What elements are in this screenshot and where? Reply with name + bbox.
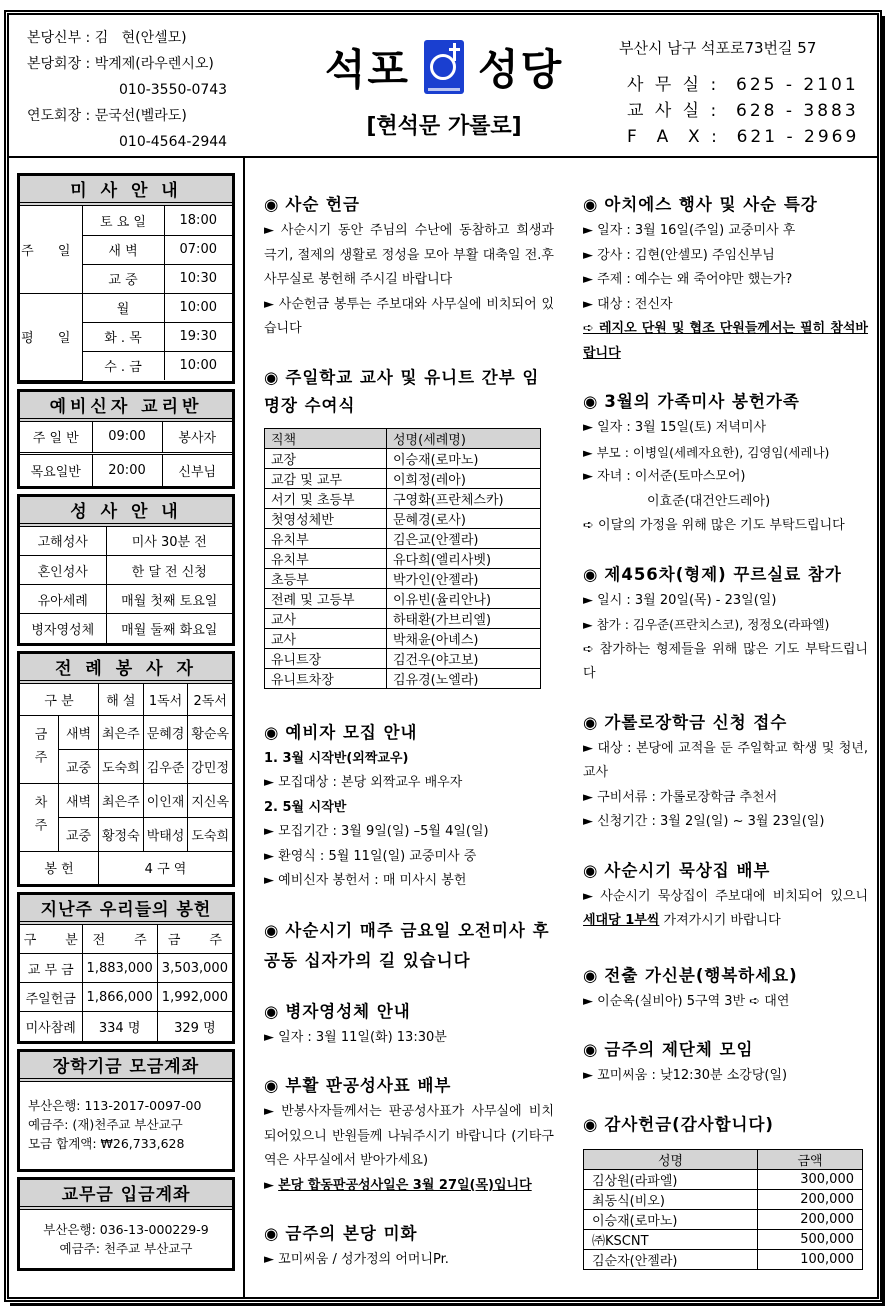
sick-communion-section — [264, 998, 554, 1051]
notice-line: ► 구비서류 : 가롤로장학금 추천서 — [583, 789, 778, 805]
class-teacher: 봉사자 — [162, 422, 232, 454]
liturgy-servers-title: 전 례 봉 사 자 — [20, 654, 232, 684]
col-header: 2독서 — [188, 684, 232, 716]
catechumen-class-box — [17, 389, 235, 489]
person-name: 박가인(안젤라) — [387, 568, 541, 588]
bulletin-page — [4, 10, 882, 1302]
position: 교사 — [265, 608, 387, 628]
col-header: 금 주 — [157, 925, 232, 954]
position: 유니트장 — [265, 648, 387, 668]
account-holder: 예금주: (재)천주교 부산교구 — [28, 1116, 183, 1132]
class-teacher: 신부님 — [162, 454, 232, 486]
sacrament-info: 매월 둘째 화요일 — [106, 614, 232, 643]
donor-name: 이승재(로마노) — [584, 1209, 758, 1229]
middle-column — [264, 191, 554, 1295]
sacrament-name: 혼인성사 — [20, 556, 106, 585]
notice-line: ► 대상 : 본당에 교적을 둔 주일학교 학생 및 청년, 교사 — [583, 740, 868, 780]
arrow-icon: ► — [264, 1177, 279, 1193]
sacrament-info: 매월 첫째 토요일 — [106, 585, 232, 614]
bullet-icon: ◉ — [583, 1114, 599, 1134]
offering-label: 봉 헌 — [20, 852, 99, 884]
notice-line: ► 모집대상 : 본당 외짝교우 배우자 — [264, 775, 463, 790]
sunday-school-section — [264, 364, 554, 689]
notice-line: ► 반봉사자들께서는 판공성사표가 사무실에 비치되어있으니 반원들께 나눠주시기 바랍니다 (기타구역은 사무실에서 받아가세요) — [264, 1104, 554, 1168]
notice-line: 이효준(대건안드레아) — [647, 493, 771, 509]
reader-2: 강민정 — [188, 750, 232, 784]
bullet-icon: ◉ — [264, 367, 280, 387]
prayer-request: ➪ 참가하는 형제들을 위해 많은 기도 부탁드립니다 — [583, 641, 868, 681]
thanks-offering-table — [583, 1149, 863, 1270]
parish-emblem-icon — [424, 40, 464, 94]
notice-line: ► 자녀 : 이서준(토마스모어) — [583, 469, 746, 484]
notice-text: ► 사순시기 묵상집이 주보대에 비치되어 있으니 — [583, 888, 868, 904]
cursillo-section — [583, 561, 868, 687]
priest-name: 본당신부 : 김 현(안셀모) — [27, 30, 187, 46]
office-phone: 사 무 실 : 625 - 2101 — [627, 75, 859, 95]
acies-section — [583, 191, 868, 366]
parish-address: 부산시 남구 석포로73번길 57 — [619, 39, 817, 57]
left-column — [17, 173, 235, 1276]
sacrament-name: 유아세례 — [20, 585, 106, 614]
class-name: 목요일반 — [20, 454, 92, 486]
bullet-icon: ◉ — [264, 1224, 280, 1243]
person-name: 문혜경(로사) — [387, 508, 541, 528]
section-title: 아치에스 행사 및 사순 특강 — [604, 195, 818, 214]
bullet-icon: ◉ — [583, 392, 599, 411]
notice-line: ► 주제 : 예수는 왜 죽어야만 했는가? — [583, 272, 793, 287]
person-name: 김은교(안젤라) — [387, 528, 541, 548]
notice-line: ► 꼬미씨움 : 낮12:30분 소강당(일) — [583, 1068, 788, 1083]
person-name: 박채윤(아녜스) — [387, 628, 541, 648]
notice-line: ► 이순옥(실비아) 5구역 3반 ➪ 대연 — [583, 993, 790, 1009]
class-name: 주 일 반 — [20, 422, 92, 454]
col-header: 직책 — [265, 428, 387, 448]
commentator: 황정숙 — [99, 818, 144, 852]
mass-time: 10:00 — [164, 293, 232, 322]
this-week-amount: 3,503,000 — [157, 954, 232, 983]
section-title: 부활 판공성사표 배부 — [285, 1076, 452, 1095]
group-meetings-section — [583, 1036, 868, 1089]
subheading: 2. 5월 시작반 — [264, 799, 347, 815]
sacraments-title: 성 사 안 내 — [20, 497, 232, 527]
liturgy-servers-box — [17, 651, 235, 887]
bullet-icon: ◉ — [583, 1040, 599, 1059]
position: 유니트차장 — [265, 668, 387, 688]
patron-subtitle: [현석문 가롤로] — [366, 114, 522, 139]
scholarship-application-section — [583, 709, 868, 835]
bullet-icon: ◉ — [583, 965, 599, 985]
notice-line: ► 예비신자 봉헌서 : 매 미사시 봉헌 — [264, 873, 467, 888]
class-time: 09:00 — [92, 422, 162, 454]
section-title: 3월의 가족미사 봉헌가족 — [604, 392, 800, 411]
mass-time: 07:00 — [164, 235, 232, 264]
highlight-text: 세대당 1부씩 — [583, 913, 660, 928]
position: 전례 및 고등부 — [265, 588, 387, 608]
col-header: 전 주 — [82, 925, 157, 954]
offering-district: 4 구 역 — [99, 852, 233, 884]
union-president-phone: 010-4564-2944 — [119, 134, 228, 150]
next-week-label: 차주 — [20, 784, 59, 852]
person-name: 유다희(엘리사벳) — [387, 548, 541, 568]
donation-amount: 100,000 — [758, 1249, 863, 1269]
scholarship-account-body — [20, 1082, 232, 1169]
section-title: 제456차(형제) 꾸르실료 참가 — [604, 564, 842, 584]
col-header: 구 분 — [20, 684, 99, 716]
prayer-request: ➪ 이달의 가정을 위해 많은 기도 부탁드립니다 — [583, 518, 845, 533]
donor-name: 김순자(안젤라) — [584, 1249, 758, 1269]
section-title: 감사헌금(감사합니다) — [604, 1114, 774, 1134]
offering-type: 교 무 금 — [20, 954, 82, 983]
offerings-table — [20, 925, 232, 1041]
mass-type: 교중 — [59, 818, 99, 852]
sacrament-info: 미사 30분 전 — [106, 527, 232, 556]
reader-1: 문혜경 — [143, 716, 188, 750]
mass-schedule-box — [17, 173, 235, 384]
bulletin-header — [9, 15, 877, 158]
section-title: 금주의 본당 미화 — [285, 1224, 418, 1243]
position: 교사 — [265, 628, 387, 648]
section-title: 사순 헌금 — [285, 195, 360, 214]
notice-line: ► 사순헌금 봉투는 주보대와 사무실에 비치되어 있습니다 — [264, 296, 554, 336]
mass-time: 19:30 — [164, 322, 232, 351]
notice-line: ► 대상 : 전신자 — [583, 296, 673, 312]
family-mass-section — [583, 388, 868, 539]
notice-line: ► 일자 : 3월 11일(화) 13:30분 — [264, 1029, 447, 1045]
mass-type: 교중 — [59, 750, 99, 784]
confession-section — [264, 1072, 554, 1198]
right-column — [583, 191, 868, 1292]
bullet-icon: ◉ — [264, 722, 280, 742]
this-week-amount: 1,992,000 — [157, 983, 232, 1012]
union-president-name: 연도회장 : 문국선(벨라도) — [27, 108, 187, 124]
bullet-icon: ◉ — [264, 195, 280, 214]
scholarship-account-box — [17, 1049, 235, 1172]
reader-2: 황순옥 — [188, 716, 232, 750]
col-header: 금액 — [758, 1149, 863, 1169]
position: 첫영성체반 — [265, 508, 387, 528]
this-week-amount: 329 명 — [157, 1012, 232, 1041]
mass-time: 10:00 — [164, 351, 232, 380]
person-name: 이유빈(율리안나) — [387, 588, 541, 608]
position: 초등부 — [265, 568, 387, 588]
mass-time: 10:30 — [164, 264, 232, 293]
position: 서기 및 초등부 — [265, 488, 387, 508]
section-title: 주일학교 교사 및 유니트 간부 임명장 수여식 — [264, 367, 540, 415]
person-name: 하태환(가브리엘) — [387, 608, 541, 628]
sunday-label: 주 일 — [20, 206, 82, 293]
column-divider — [243, 158, 245, 1298]
contact-info — [619, 37, 859, 150]
scholarship-account-title: 장학기금 모금계좌 — [20, 1052, 232, 1082]
position: 유치부 — [265, 548, 387, 568]
weekday-label: 평 일 — [20, 293, 82, 380]
section-title: 병자영성체 안내 — [285, 1001, 411, 1021]
col-header: 성명(세례명) — [387, 428, 541, 448]
bullet-icon: ◉ — [583, 195, 599, 214]
cleaning-section — [264, 1220, 554, 1273]
person-name: 이희정(레아) — [387, 468, 541, 488]
meditation-book-section — [583, 857, 868, 934]
notice-line: ► 사순시기 동안 주님의 수난에 동참하고 희생과 극기, 절제의 생활로 정성을 모아 부활 대축일 전.후 사무실로 봉헌해 주시길 바랍니다 — [264, 223, 554, 287]
appointment-table — [264, 428, 541, 689]
notice-line: ► 참가 : 김우준(프란치스코), 정정오(라파엘) — [583, 617, 830, 632]
tithe-account-box — [17, 1177, 235, 1271]
catechumen-recruit-section — [264, 719, 554, 894]
class-time: 20:00 — [92, 454, 162, 486]
mass-day: 수 . 금 — [82, 351, 164, 380]
offerings-title: 지난주 우리들의 봉헌 — [20, 895, 232, 925]
donor-name: ㈜KSCNT — [584, 1229, 758, 1249]
notice-line: ► 강사 : 김현(안셀모) 주임신부님 — [583, 247, 775, 263]
tithe-account-title: 교무금 입금계좌 — [20, 1180, 232, 1210]
notice-line: ► 부모 : 이병일(세례자요한), 김영임(세레나) — [583, 444, 830, 460]
bullet-icon: ◉ — [264, 1076, 280, 1095]
notice-line: ► 꼬미씨움 / 성가정의 어머니Pr. — [264, 1252, 449, 1267]
col-header: 성명 — [584, 1149, 758, 1169]
sacrament-info: 한 달 전 신청 — [106, 556, 232, 585]
mass-time: 18:00 — [164, 206, 232, 235]
mass-schedule-table — [20, 206, 232, 381]
section-title: 예비자 모집 안내 — [285, 722, 418, 742]
parish-title-block — [314, 37, 574, 140]
offering-type: 주일헌금 — [20, 983, 82, 1012]
president-name: 본당회장 : 박계제(라우렌시오) — [27, 56, 214, 72]
donation-amount: 200,000 — [758, 1209, 863, 1229]
donation-amount: 300,000 — [758, 1169, 863, 1189]
thanks-offering-section — [583, 1111, 868, 1270]
teacher-room-phone: 교 사 실 : 628 - 3883 — [627, 101, 859, 121]
notice-text: 가져가시기 바랍니다 — [659, 913, 781, 928]
catechumen-class-table — [20, 422, 232, 486]
moved-out-section — [583, 962, 868, 1015]
bullet-icon: ◉ — [583, 712, 599, 732]
reader-2: 도숙희 — [188, 818, 232, 852]
commentator: 도숙희 — [99, 750, 144, 784]
notice-line: ► 일자 : 3월 16일(주일) 교중미사 후 — [583, 223, 796, 238]
offering-type: 미사참례 — [20, 1012, 82, 1041]
title-left: 석포 — [324, 45, 410, 94]
bullet-icon: ◉ — [264, 1001, 280, 1021]
mass-day: 새 벽 — [82, 235, 164, 264]
bullet-icon: ◉ — [264, 920, 280, 940]
notice-line: ► 일시 : 3월 20일(목) - 23일(일) — [583, 592, 777, 608]
mass-day: 토 요 일 — [82, 206, 164, 235]
sacraments-table — [20, 527, 232, 643]
donation-amount: 500,000 — [758, 1229, 863, 1249]
mass-schedule-title: 미 사 안 내 — [20, 176, 232, 206]
position: 교장 — [265, 448, 387, 468]
highlight-notice: 본당 합동판공성사일은 3월 27일(목)입니다 — [278, 1177, 532, 1193]
mass-day: 월 — [82, 293, 164, 322]
last-week-amount: 334 명 — [82, 1012, 157, 1041]
donation-amount: 200,000 — [758, 1189, 863, 1209]
last-week-amount: 1,883,000 — [82, 954, 157, 983]
person-name: 김건우(야고보) — [387, 648, 541, 668]
reader-2: 지신옥 — [188, 784, 232, 818]
stations-section — [264, 916, 554, 976]
tithe-account-body — [20, 1210, 232, 1268]
sacraments-box — [17, 494, 235, 646]
commentator: 최은주 — [99, 784, 144, 818]
liturgy-servers-table — [20, 684, 232, 884]
bank-account: 부산은행: 036-13-000229-9 — [43, 1221, 209, 1237]
col-header: 해 설 — [99, 684, 144, 716]
notice-line: ► 모집기간 : 3월 9일(일) –5월 4일(일) — [264, 824, 489, 839]
section-title: 사순시기 매주 금요일 오전미사 후 공동 십자가의 길 있습니다 — [264, 920, 550, 970]
section-title: 사순시기 묵상집 배부 — [604, 860, 771, 880]
president-phone: 010-3550-0743 — [119, 82, 228, 98]
total-raised: 모금 합계액: ₩26,733,628 — [28, 1135, 185, 1151]
this-week-label: 금주 — [20, 716, 59, 784]
bullet-icon: ◉ — [583, 564, 599, 584]
donor-name: 김상원(라파엘) — [584, 1169, 758, 1189]
offerings-box — [17, 892, 235, 1044]
fax-number: F A X : 621 - 2969 — [627, 127, 860, 147]
title-right: 성당 — [478, 45, 564, 94]
reader-1: 박태성 — [143, 818, 188, 852]
sacrament-name: 병자영성체 — [20, 614, 106, 643]
clergy-info — [27, 25, 227, 155]
position: 교감 및 교무 — [265, 468, 387, 488]
reader-1: 이인재 — [143, 784, 188, 818]
reader-1: 김우준 — [143, 750, 188, 784]
col-header: 구 분 — [20, 925, 82, 954]
donor-name: 최동식(비오) — [584, 1189, 758, 1209]
mass-day: 교 중 — [82, 264, 164, 293]
mass-day: 화 . 목 — [82, 322, 164, 351]
notice-line: ► 일자 : 3월 15일(토) 저녁미사 — [583, 420, 767, 435]
bullet-icon: ◉ — [583, 860, 599, 880]
mass-type: 새벽 — [59, 716, 99, 750]
subheading: 1. 3월 시작반(외짝교우) — [264, 750, 409, 766]
catechumen-class-title: 예비신자 교리반 — [20, 392, 232, 422]
col-header: 1독서 — [143, 684, 188, 716]
person-name: 김유경(노엘라) — [387, 668, 541, 688]
section-title: 금주의 제단체 모임 — [604, 1040, 754, 1059]
account-holder: 예금주: 천주교 부산교구 — [59, 1240, 193, 1256]
position: 유치부 — [265, 528, 387, 548]
last-week-amount: 1,866,000 — [82, 983, 157, 1012]
section-title: 가롤로장학금 신청 접수 — [604, 712, 788, 732]
mass-type: 새벽 — [59, 784, 99, 818]
sacrament-name: 고해성사 — [20, 527, 106, 556]
person-name: 이승재(로마노) — [387, 448, 541, 468]
notice-line: ► 환영식 : 5월 11일(일) 교중미사 중 — [264, 848, 477, 864]
highlight-notice: ➪ 레지오 단원 및 협조 단원들께서는 필히 참석바랍니다 — [583, 321, 868, 361]
section-title: 전출 가신분(행복하세요) — [604, 965, 798, 985]
commentator: 최은주 — [99, 716, 144, 750]
notice-line: ► 신청기간 : 3월 2일(일) ~ 3월 23일(일) — [583, 814, 825, 829]
lent-offering-section — [264, 191, 554, 342]
person-name: 구영화(프란체스카) — [387, 488, 541, 508]
bank-account: 부산은행: 113-2017-0097-00 — [28, 1097, 202, 1113]
